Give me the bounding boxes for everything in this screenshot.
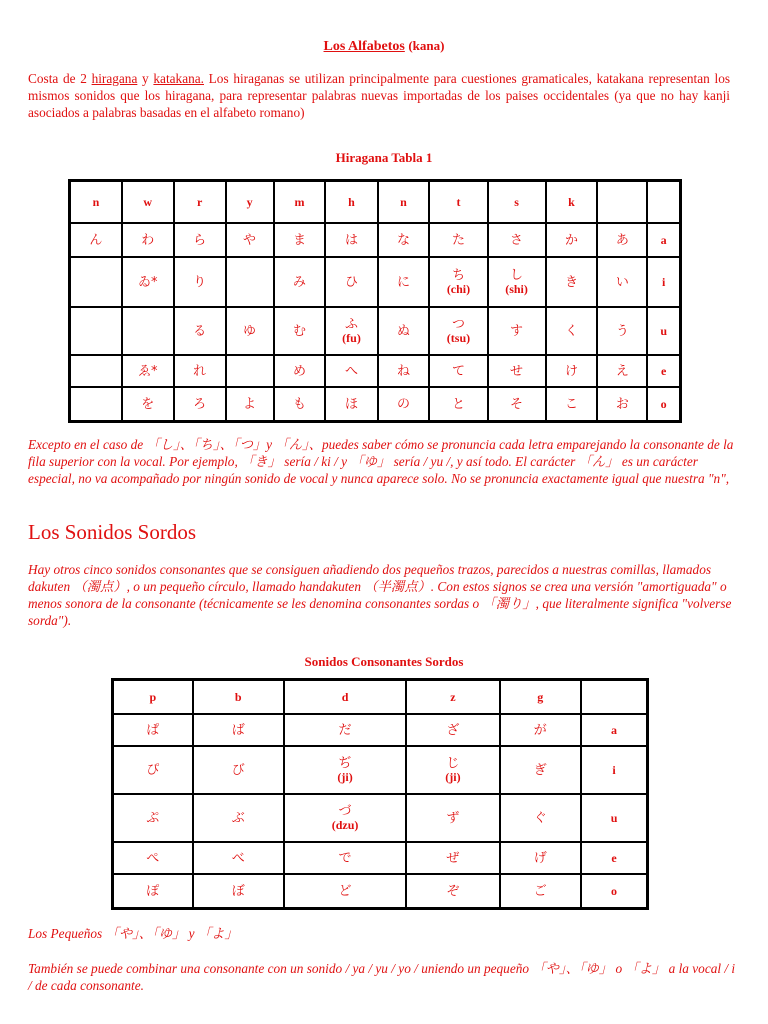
kana-cell [274, 307, 326, 355]
kana-cell [429, 387, 487, 421]
page-title [0, 38, 768, 55]
table-row [70, 307, 680, 355]
header-cell: y [226, 181, 274, 223]
kana-char: れ [193, 363, 207, 379]
kana-cell [488, 307, 546, 355]
header-cell: s [488, 181, 546, 223]
header-cell: m [274, 181, 326, 223]
kana-char: る [193, 323, 207, 339]
vowel-cell: u [647, 307, 680, 355]
kana-cell [113, 746, 193, 794]
header-cell: h [325, 181, 377, 223]
kana-cell [429, 257, 487, 307]
kana-cell [378, 387, 430, 421]
kana-cell [488, 223, 546, 257]
kana-char: げ [533, 850, 547, 866]
kana-char: ぼ [231, 883, 245, 899]
kana-char: せ [510, 363, 524, 379]
kana-char: う [615, 323, 629, 339]
table-row [113, 746, 647, 794]
kana-cell [174, 387, 226, 421]
kana-char: を [141, 396, 155, 412]
header-cell [647, 181, 680, 223]
kana-cell [378, 307, 430, 355]
kana-char: が [533, 722, 547, 738]
kana-char: し [510, 268, 524, 283]
kana-cell [488, 257, 546, 307]
note-small-ya-yu-yo: Los Pequeños 「や」、「ゆ」 y 「よ」 [28, 926, 238, 941]
kana-char: ひ [345, 274, 359, 290]
kana-char: て [451, 363, 465, 379]
table-row [70, 223, 680, 257]
kana-char: な [397, 232, 411, 248]
kana-cell [274, 257, 326, 307]
dakuten-table [111, 678, 649, 910]
kana-cell [597, 223, 647, 257]
vowel-cell: a [647, 223, 680, 257]
kana-cell [70, 355, 122, 387]
kana-cell [226, 355, 274, 387]
kana-char: ぱ [146, 722, 160, 738]
kana-cell [429, 355, 487, 387]
header-cell: r [174, 181, 226, 223]
kana-char: に [397, 274, 411, 290]
kana-char: ろ [193, 396, 207, 412]
kana-char: そ [510, 396, 524, 412]
kana-char: よ [243, 396, 257, 412]
kana-char: ほ [345, 396, 359, 412]
kana-cell [546, 257, 598, 307]
note-pronunciation: Excepto en el caso de 「し」、「ち」、「つ」y 「ん」、puedes saber cómo se pronuncia cada letra emparejando la consonante de la fila superior con la vocal. Por ejemplo, 「き」 sería / ki / y 「ゆ」 sería / yu /, y así todo. El carácter 「ん」 es un carácter especial, no va acompañado por ningún sonido de vocal y nunca aparece solo. No se pronuncia exactamente igual que nuestra "n", [28, 437, 734, 486]
kana-cell [284, 842, 407, 874]
kana-char: さ [510, 232, 524, 248]
vowel-cell: a [581, 714, 647, 746]
kana-cell [122, 355, 174, 387]
kana-char: へ [345, 363, 359, 379]
kana-cell [429, 223, 487, 257]
kana-char: ゐ* [138, 274, 158, 290]
kana-char: ゑ* [138, 363, 158, 379]
kana-cell [274, 387, 326, 421]
header-cell: w [122, 181, 174, 223]
kana-cell [546, 223, 598, 257]
kana-cell [226, 223, 274, 257]
kana-cell [325, 307, 377, 355]
kana-char: ぎ [533, 762, 547, 778]
table-header-row [70, 181, 680, 223]
table-row [70, 387, 680, 421]
kana-cell [488, 355, 546, 387]
header-cell: z [406, 680, 499, 714]
table-row [113, 714, 647, 746]
kana-char: べ [231, 850, 245, 866]
kana-cell [429, 307, 487, 355]
intro-text-1: Costa de 2 [28, 71, 92, 86]
kana-cell [406, 874, 499, 908]
kana-cell [193, 842, 284, 874]
note-combination: También se puede combinar una consonante con un sonido / ya / yu / yo / uniendo un pequeño 「や」、「ゆ」 o 「よ」 a la vocal / i / de cada consonante. [28, 961, 736, 993]
kana-char: ば [231, 722, 245, 738]
kana-cell [488, 387, 546, 421]
kana-char: ず [446, 810, 460, 826]
kana-cell [70, 257, 122, 307]
kana-cell [122, 257, 174, 307]
kana-char: わ [141, 232, 155, 248]
intro-hiragana-word: hiragana [91, 71, 138, 86]
kana-char: む [293, 323, 307, 339]
kana-char: た [451, 232, 465, 248]
header-cell [581, 680, 647, 714]
kana-cell [597, 307, 647, 355]
vowel-cell: i [647, 257, 680, 307]
kana-char: か [564, 232, 578, 248]
kana-cell [325, 355, 377, 387]
kana-char: で [338, 850, 352, 866]
kana-cell [597, 355, 647, 387]
kana-cell [325, 387, 377, 421]
kana-char: ね [397, 363, 411, 379]
kana-char: く [564, 323, 578, 339]
note-dakuten: Hay otros cinco sonidos consonantes que se consiguen añadiendo dos pequeños trazos, parecidos a nuestras comillas, llamados dakuten （濁点）, o un pequeño círculo, llamado handakuten （半濁点）. Con estos signos se crea una versión "amortiguada" o menos sonora de la consonante (técnicamente se les denomina consonantes sordas o 「濁り」, que literalmente significa "volverse sorda"). [28, 562, 732, 628]
header-cell: d [284, 680, 407, 714]
table-row [113, 874, 647, 908]
kana-cell [406, 746, 499, 794]
table2-caption: Sonidos Consonantes Sordos [304, 654, 464, 669]
kana-char: ぷ [146, 810, 160, 826]
section-title: Los Sonidos Sordos [28, 520, 197, 544]
header-cell: g [500, 680, 582, 714]
table1-caption: Hiragana Tabla 1 [335, 150, 433, 165]
kana-char: り [193, 274, 207, 290]
kana-cell [113, 794, 193, 842]
kana-char: ぬ [397, 323, 411, 339]
kana-cell [284, 746, 407, 794]
table-row [113, 842, 647, 874]
kana-cell [274, 223, 326, 257]
kana-char: ち [451, 268, 465, 283]
romaji-label: (fu) [342, 331, 361, 345]
kana-cell [406, 794, 499, 842]
kana-cell [193, 794, 284, 842]
vowel-cell: o [647, 387, 680, 421]
kana-char: づ [338, 804, 352, 819]
kana-char: び [231, 762, 245, 778]
header-cell: n [378, 181, 430, 223]
kana-char: ん [89, 232, 103, 248]
kana-cell [378, 223, 430, 257]
kana-char: つ [451, 317, 465, 332]
kana-cell [193, 874, 284, 908]
kana-cell [70, 223, 122, 257]
kana-cell [284, 714, 407, 746]
intro-paragraph [28, 70, 730, 121]
kana-char: め [293, 363, 307, 379]
kana-char: こ [564, 396, 578, 412]
title-main: Los Alfabetos [323, 39, 405, 54]
vowel-cell: e [647, 355, 680, 387]
kana-char: ぞ [446, 883, 460, 899]
kana-cell [70, 387, 122, 421]
kana-cell [113, 714, 193, 746]
romaji-label: (shi) [505, 282, 528, 296]
kana-char: も [293, 396, 307, 412]
kana-cell [122, 387, 174, 421]
intro-katakana-word: katakana. [153, 71, 204, 86]
table-row [70, 257, 680, 307]
kana-cell [325, 223, 377, 257]
header-cell: p [113, 680, 193, 714]
kana-cell [274, 355, 326, 387]
kana-cell [500, 794, 582, 842]
kana-char: ど [338, 883, 352, 899]
kana-cell [500, 874, 582, 908]
kana-cell [378, 257, 430, 307]
kana-cell [174, 307, 226, 355]
romaji-label: (ji) [445, 770, 461, 784]
vowel-cell: o [581, 874, 647, 908]
intro-text-y: y [137, 71, 154, 86]
kana-cell [174, 355, 226, 387]
kana-cell [284, 874, 407, 908]
kana-char: ふ [345, 317, 359, 332]
kana-cell [193, 714, 284, 746]
vowel-cell: u [581, 794, 647, 842]
header-cell [597, 181, 647, 223]
kana-char: ぐ [533, 810, 547, 826]
kana-char: ぶ [231, 810, 245, 826]
kana-char: お [615, 396, 629, 412]
intro-text-2: Los hiraganas se utilizan principalmente para cuestiones gramaticales, katakana representan los mismos sonidos que los hiragana, para representar palabras nuevas importadas de los paises occidentales (ya que no hay kanji asociados a palabras basadas en el alfabeto romano) [28, 71, 731, 120]
kana-cell [597, 257, 647, 307]
kana-char: き [564, 274, 578, 290]
kana-char: い [615, 274, 629, 290]
kana-cell [174, 257, 226, 307]
header-cell: t [429, 181, 487, 223]
kana-cell [122, 223, 174, 257]
kana-cell [325, 257, 377, 307]
kana-cell [284, 794, 407, 842]
kana-cell [193, 746, 284, 794]
kana-char: ご [533, 883, 547, 899]
kana-cell [500, 746, 582, 794]
kana-char: は [345, 232, 359, 248]
table-row [113, 794, 647, 842]
kana-cell [378, 355, 430, 387]
kana-char: の [397, 396, 411, 412]
kana-char: す [510, 323, 524, 339]
kana-cell [500, 714, 582, 746]
kana-cell [226, 307, 274, 355]
vowel-cell: e [581, 842, 647, 874]
kana-cell [546, 307, 598, 355]
kana-cell [546, 387, 598, 421]
table-row [70, 355, 680, 387]
header-cell: b [193, 680, 284, 714]
kana-char: ら [193, 232, 207, 248]
header-cell: n [70, 181, 122, 223]
kana-cell [122, 307, 174, 355]
hiragana-table [68, 179, 682, 423]
kana-char: え [615, 363, 629, 379]
kana-cell [70, 307, 122, 355]
kana-char: ぜ [446, 850, 460, 866]
vowel-cell: i [581, 746, 647, 794]
header-cell: k [546, 181, 598, 223]
romaji-label: (dzu) [331, 818, 359, 832]
kana-char: だ [338, 722, 352, 738]
romaji-label: (tsu) [446, 331, 471, 345]
kana-char: ぴ [146, 762, 160, 778]
kana-cell [597, 387, 647, 421]
romaji-label: (ji) [337, 770, 353, 784]
kana-char: じ [446, 756, 460, 771]
kana-char: み [293, 274, 307, 290]
kana-char: ゆ [243, 323, 257, 339]
kana-char: け [564, 363, 578, 379]
kana-char: や [243, 232, 257, 248]
kana-cell [546, 355, 598, 387]
romaji-label: (chi) [446, 282, 471, 296]
kana-cell [500, 842, 582, 874]
kana-char: ざ [446, 722, 460, 738]
title-sub: (kana) [408, 38, 445, 53]
kana-char: ま [293, 232, 307, 248]
kana-char: ぺ [146, 850, 160, 866]
table-header-row [113, 680, 647, 714]
kana-char: あ [615, 232, 629, 248]
kana-char: ぽ [146, 883, 160, 899]
kana-cell [113, 842, 193, 874]
kana-char: と [451, 396, 465, 412]
kana-cell [226, 257, 274, 307]
kana-char: ぢ [338, 756, 352, 771]
kana-cell [406, 714, 499, 746]
kana-cell [406, 842, 499, 874]
kana-cell [226, 387, 274, 421]
kana-cell [113, 874, 193, 908]
kana-cell [174, 223, 226, 257]
